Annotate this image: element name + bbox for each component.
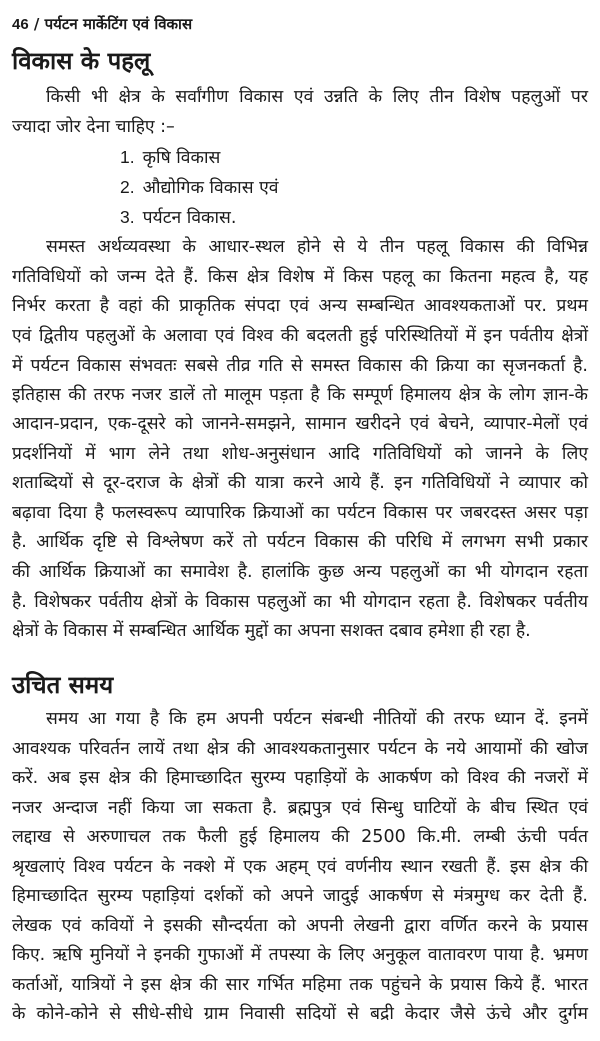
list-text: औद्योगिक विकास एवं — [142, 178, 279, 198]
list-number: 3. — [120, 207, 135, 227]
paragraph-line: एवं द्वितीय पहलुओं के अलावा एवं विश्व की बदलती हुई परिस्थितियों में इन पर्वतीय क्षेत्रों — [12, 326, 588, 346]
page-number: 46 — [12, 16, 29, 33]
paragraph-line: लेखक एवं कवियों ने इसकी सौन्दर्यता को अपनी लेखनी द्वारा वर्णित करने के प्रयास — [12, 916, 588, 936]
paragraph-line: नजर अन्दाज नहीं किया जा सकता है. ब्रह्मपुत्र एवं सिन्धु घाटियों के बीच स्थित एवं — [12, 798, 588, 818]
paragraph-line: गतिविधियों को जन्म देते हैं. किस क्षेत्र विशेष में किस पहलू का कितना महत्व है, यह — [12, 267, 588, 287]
book-title: पर्यटन मार्केटिंग एवं विकास — [44, 15, 193, 33]
paragraph-line: किए. ऋषि मुनियों ने इनकी गुफाओं में तपस्या के लिए अनुकूल वातावरण पाया है. भ्रमण — [12, 945, 588, 965]
paragraph-line: की आर्थिक क्रियाओं का समावेश है. हालांकि कुछ अन्य पहलुओं का भी योगदान रहता — [12, 562, 588, 582]
paragraph-line: इतिहास की तरफ नजर डालें तो मालूम पड़ता है कि सम्पूर्ण हिमालय क्षेत्र के लोग ज्ञान-के — [12, 385, 588, 405]
paragraph-line: आवश्यक परिवर्तन लायें तथा क्षेत्र की आवश्यकतानुसार पर्यटन के नये आयामों की खोज — [12, 739, 588, 759]
list-text: पर्यटन विकास. — [142, 208, 237, 228]
section-title-uchit-samay: उचित समय — [12, 671, 114, 699]
paragraph-line: क्षेत्रों के विकास में सम्बन्धित आर्थिक मुद्दों का अपना सशक्त दबाव हमेशा ही रहा है. — [12, 621, 531, 641]
paragraph-line: ज्यादा जोर देना चाहिए :– — [12, 117, 175, 137]
list-item — [120, 206, 236, 229]
paragraph-line: निर्भर करता है वहां की प्राकृतिक संपदा एवं अन्य सम्बन्धित आवश्यकताओं पर. प्रथम — [12, 296, 588, 316]
paragraph-line: हिमाच्छादित सुरम्य पहाड़ियां दर्शकों को अपने जादुई आकर्षण से मंत्रमुग्ध कर देती हैं. — [12, 886, 588, 906]
list-number: 2. — [120, 177, 135, 197]
section-title-vikas-ke-pahlu: विकास के पहलू — [12, 47, 151, 75]
list-item — [120, 146, 220, 169]
header-separator: / — [33, 15, 40, 33]
paragraph-line: प्रदर्शनियों में भाग लेने तथा शोध-अनुसंधान आदि गतिविधियों को जानने के लिए — [12, 444, 588, 464]
paragraph-line: है. आर्थिक दृष्टि से विश्लेषण करें तो पर्यटन विकास की परिधि में लगभग सभी प्रकार — [12, 532, 588, 552]
list-text: कृषि विकास — [142, 148, 221, 168]
paragraph-line: किसी भी क्षेत्र के सर्वांगीण विकास एवं उन्नति के लिए तीन विशेष पहलुओं पर — [46, 87, 588, 107]
paragraph-line: शताब्दियों से दूर-दराज के क्षेत्रों की यात्रा करने आये हैं. इन गतिविधियों ने व्यापार को — [12, 473, 588, 493]
list-number: 1. — [120, 147, 135, 167]
paragraph-line: में पर्यटन विकास संभवतः सबसे तीव्र गति से समस्त विकास की क्रिया का सृजनकर्ता है. — [12, 356, 588, 376]
paragraph-line: लद्दाख से अरुणाचल तक फैली हुई हिमालय की 2500 कि.मी. लम्बी ऊंची पर्वत — [12, 827, 588, 847]
paragraph-line: है. विशेषकर पर्वतीय क्षेत्रों के विकास पहलुओं का भी योगदान रहता है. विशेषकर पर्वतीय — [12, 592, 588, 612]
paragraph-line: श्रृखलाएं विश्व पर्यटन के नक्शे में एक अहम् एवं वर्णनीय स्थान रखती हैं. इस क्षेत्र की — [12, 857, 588, 877]
paragraph-line: समस्त अर्थव्यवस्था के आधार-स्थल होने से ये तीन पहलू विकास की विभिन्न — [46, 237, 588, 257]
paragraph-line: समय आ गया है कि हम अपनी पर्यटन संबन्धी नीतियों की तरफ ध्यान दें. इनमें — [46, 709, 588, 729]
running-header — [12, 14, 192, 34]
list-item — [120, 176, 279, 199]
paragraph-line: के कोने-कोने से सीधे-सीधे ग्राम निवासी सदियों से बद्री केदार जैसे ऊंचे और दुर्गम — [12, 1004, 588, 1024]
paragraph-line: कर्ताओं, यात्रियों ने इस क्षेत्र की सार गर्भित महिमा तक पहुंचने के प्रयास किये हैं. भारत — [12, 975, 588, 995]
paragraph-line: करें. अब इस क्षेत्र की हिमाच्छादित सुरम्य पहाड़ियों के आकर्षण को विश्व की नजरों में — [12, 768, 588, 788]
paragraph-line: आदान-प्रदान, एक-दूसरे को जानने-समझने, सामान खरीदने एवं बेचने, व्यापार-मेलों एवं — [12, 414, 588, 434]
paragraph-line: बढ़ावा दिया है फलस्वरूप व्यापारिक क्रियाओं का पर्यटन विकास पर जबरदस्त असर पड़ा — [12, 503, 588, 523]
